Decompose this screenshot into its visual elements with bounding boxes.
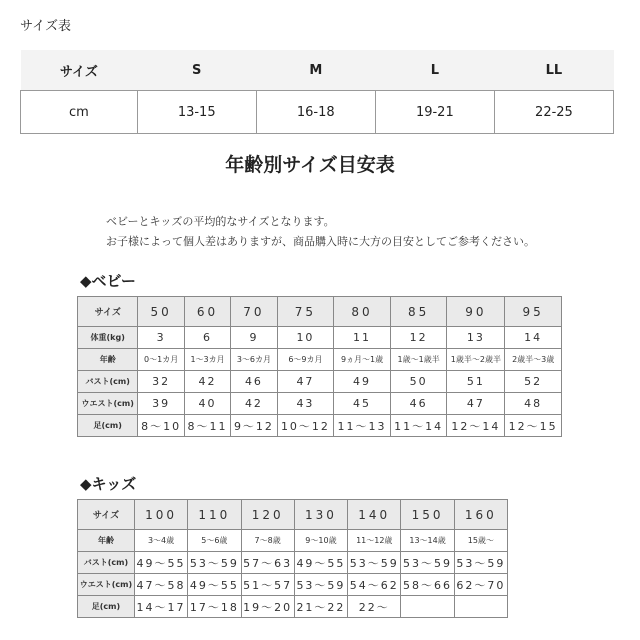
baby-table-cell: 3 (138, 327, 184, 349)
kids-table-cell: 19〜20 (241, 596, 294, 618)
kids-table-cell: 150 (401, 500, 454, 530)
baby-row-label: 体重(kg) (78, 327, 138, 349)
baby-table-row (78, 393, 562, 415)
baby-table-cell: 42 (184, 371, 230, 393)
baby-table-cell: 9ヵ月〜1歳 (334, 349, 391, 371)
kids-table-cell: 120 (241, 500, 294, 530)
kids-table-row (78, 552, 508, 574)
kids-row-label: サイズ (78, 500, 135, 530)
baby-table-cell: 46 (231, 371, 277, 393)
baby-table-row (78, 327, 562, 349)
kids-table-row (78, 574, 508, 596)
baby-table-cell: 50 (138, 297, 184, 327)
baby-table-cell: 80 (334, 297, 391, 327)
baby-row-label: バスト(cm) (78, 371, 138, 393)
baby-table-cell: 50 (390, 371, 447, 393)
baby-table-cell: 10〜12 (277, 415, 334, 437)
kids-row-label: 年齢 (78, 530, 135, 552)
baby-table-cell: 11〜14 (390, 415, 447, 437)
baby-table-cell: 48 (505, 393, 562, 415)
kids-table-cell: 58〜66 (401, 574, 454, 596)
baby-size-table (77, 296, 562, 437)
kids-table-cell: 53〜59 (294, 574, 347, 596)
kids-table-cell: 53〜59 (188, 552, 241, 574)
size-table-header-row (21, 50, 614, 91)
kids-table-cell: 140 (348, 500, 401, 530)
kids-table-cell: 51〜57 (241, 574, 294, 596)
size-table-header: サイズ (21, 50, 138, 91)
kids-table-cell: 160 (454, 500, 507, 530)
baby-table-cell: 42 (231, 393, 277, 415)
baby-table-cell: 0〜1カ月 (138, 349, 184, 371)
kids-table-cell: 54〜62 (348, 574, 401, 596)
baby-table-cell: 49 (334, 371, 391, 393)
baby-table-row (78, 349, 562, 371)
baby-table-cell: 90 (447, 297, 505, 327)
page-title: サイズ表 (20, 19, 71, 34)
baby-table-cell: 11〜13 (334, 415, 391, 437)
size-table-row (21, 91, 614, 134)
baby-table-cell: 1歳〜1歳半 (390, 349, 447, 371)
baby-row-label: 年齢 (78, 349, 138, 371)
baby-table-cell: 52 (505, 371, 562, 393)
note-line: お子様によって個人差はありますが、商品購入時に大方の目安としてご参考ください。 (106, 235, 535, 248)
baby-table-cell: 9〜12 (231, 415, 277, 437)
kids-table-cell: 17〜18 (188, 596, 241, 618)
kids-row-label: 足(cm) (78, 596, 135, 618)
baby-table-cell: 11 (334, 327, 391, 349)
kids-table-cell: 49〜55 (188, 574, 241, 596)
note-line: ベビーとキッズの平均的なサイズとなります。 (106, 215, 335, 228)
kids-table-cell: 11〜12歳 (348, 530, 401, 552)
size-table-header: LL (494, 50, 613, 91)
baby-table-cell: 8〜10 (138, 415, 184, 437)
kids-table-cell: 13〜14歳 (401, 530, 454, 552)
kids-table-cell: 53〜59 (454, 552, 507, 574)
size-table (20, 50, 614, 134)
age-size-heading: 年齢別サイズ目安表 (225, 154, 395, 176)
baby-table-cell: 46 (390, 393, 447, 415)
kids-table-cell: 130 (294, 500, 347, 530)
baby-table-cell: 75 (277, 297, 334, 327)
baby-table-cell: 6〜9カ月 (277, 349, 334, 371)
kids-table-cell: 21〜22 (294, 596, 347, 618)
kids-section-title: ◆キッズ (80, 475, 137, 493)
kids-table-cell: 7〜8歳 (241, 530, 294, 552)
kids-table-row (78, 596, 508, 618)
size-table-cell: cm (21, 91, 138, 134)
baby-table-row (78, 415, 562, 437)
baby-section-title: ◆ベビー (80, 272, 136, 290)
baby-table-cell: 6 (184, 327, 230, 349)
baby-table-cell: 8〜11 (184, 415, 230, 437)
size-table-cell: 16-18 (256, 91, 375, 134)
baby-table-cell: 40 (184, 393, 230, 415)
baby-table-cell: 32 (138, 371, 184, 393)
baby-table-row (78, 371, 562, 393)
kids-table-cell: 9〜10歳 (294, 530, 347, 552)
kids-table-row (78, 500, 508, 530)
kids-table-cell: 22〜 (348, 596, 401, 618)
kids-table-cell: 100 (134, 500, 187, 530)
kids-table-cell: 49〜55 (294, 552, 347, 574)
baby-row-label: 足(cm) (78, 415, 138, 437)
size-table-header: S (137, 50, 256, 91)
baby-table-cell: 12 (390, 327, 447, 349)
baby-table-cell: 9 (231, 327, 277, 349)
baby-table-cell: 12〜15 (505, 415, 562, 437)
kids-row-label: バスト(cm) (78, 552, 135, 574)
kids-table-cell: 53〜59 (401, 552, 454, 574)
size-table-header: L (375, 50, 494, 91)
kids-table-cell: 57〜63 (241, 552, 294, 574)
baby-table-cell: 2歳半〜3歳 (505, 349, 562, 371)
kids-table-cell: 3〜4歳 (134, 530, 187, 552)
baby-table-cell: 60 (184, 297, 230, 327)
baby-table-cell: 1〜3カ月 (184, 349, 230, 371)
baby-row-label: サイズ (78, 297, 138, 327)
baby-table-cell: 70 (231, 297, 277, 327)
kids-row-label: ウエスト(cm) (78, 574, 135, 596)
baby-table-cell: 14 (505, 327, 562, 349)
baby-table-cell: 3〜6カ月 (231, 349, 277, 371)
size-table-header: M (256, 50, 375, 91)
baby-table-cell: 47 (277, 371, 334, 393)
baby-table-cell: 13 (447, 327, 505, 349)
size-table-cell: 13-15 (137, 91, 256, 134)
kids-size-table (77, 499, 508, 618)
kids-table-cell (401, 596, 454, 618)
baby-table-cell: 12〜14 (447, 415, 505, 437)
kids-table-cell: 5〜6歳 (188, 530, 241, 552)
kids-table-row (78, 530, 508, 552)
baby-table-cell: 39 (138, 393, 184, 415)
baby-table-cell: 85 (390, 297, 447, 327)
baby-table-cell: 43 (277, 393, 334, 415)
baby-table-cell: 47 (447, 393, 505, 415)
baby-row-label: ウエスト(cm) (78, 393, 138, 415)
baby-table-row (78, 297, 562, 327)
kids-table-cell: 47〜58 (134, 574, 187, 596)
kids-table-cell: 110 (188, 500, 241, 530)
baby-table-cell: 45 (334, 393, 391, 415)
kids-table-cell: 49〜55 (134, 552, 187, 574)
baby-table-cell: 10 (277, 327, 334, 349)
size-table-cell: 22-25 (494, 91, 613, 134)
kids-table-cell: 14〜17 (134, 596, 187, 618)
baby-table-cell: 51 (447, 371, 505, 393)
kids-table-cell: 53〜59 (348, 552, 401, 574)
baby-table-cell: 1歳半〜2歳半 (447, 349, 505, 371)
kids-table-cell: 15歳〜 (454, 530, 507, 552)
size-table-cell: 19-21 (375, 91, 494, 134)
kids-table-cell: 62〜70 (454, 574, 507, 596)
baby-table-cell: 95 (505, 297, 562, 327)
kids-table-cell (454, 596, 507, 618)
